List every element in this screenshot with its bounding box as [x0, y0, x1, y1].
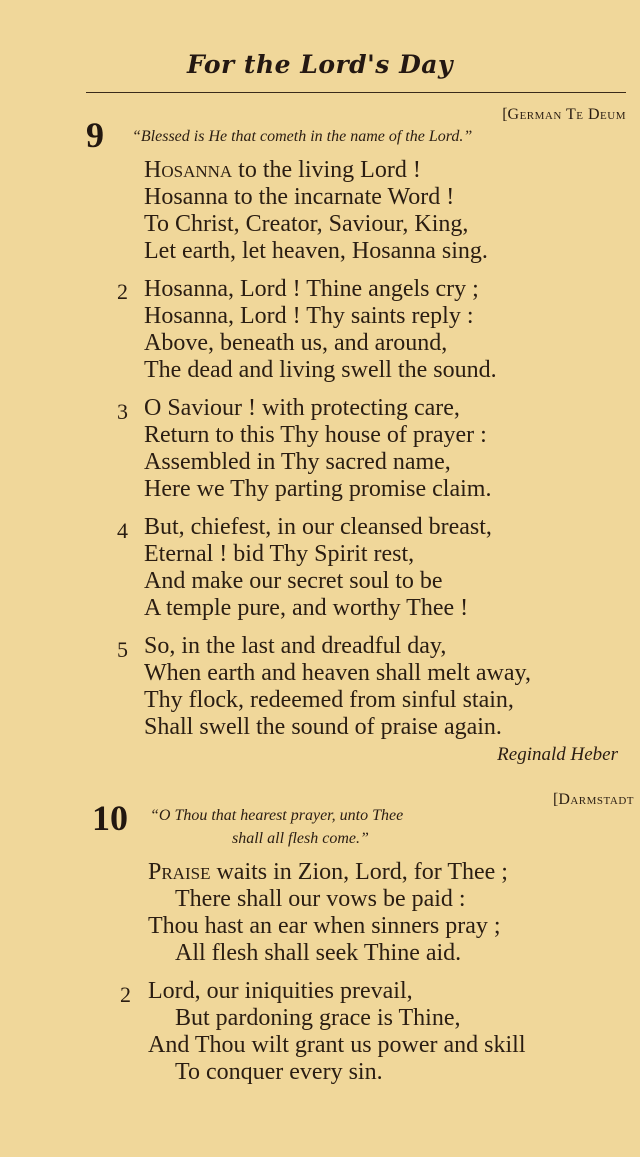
- stanza-number: 2: [120, 982, 131, 1007]
- hymn-number: 9: [86, 115, 104, 155]
- running-head: For the Lord's Day: [186, 50, 453, 79]
- verse-line: Lord, our iniquities prevail,: [148, 978, 413, 1004]
- verse-line: Return to this Thy house of prayer :: [144, 422, 487, 448]
- verse-line: But, chiefest, in our cleansed breast,: [144, 514, 492, 540]
- verse-line: Assembled in Thy sacred name,: [144, 449, 451, 475]
- verse-line: So, in the last and dreadful day,: [144, 633, 447, 659]
- verse-line: The dead and living swell the sound.: [144, 357, 497, 383]
- stanza-number: 3: [117, 399, 128, 424]
- verse-line: Let earth, let heaven, Hosanna sing.: [144, 238, 488, 264]
- tune-label: German Te Deum: [507, 106, 626, 123]
- epigraph-line: shall all flesh come.”: [232, 830, 369, 847]
- verse-line: Shall swell the sound of praise again.: [144, 714, 502, 740]
- verse-line: All flesh shall seek Thine aid.: [175, 940, 462, 966]
- verse-line: To conquer every sin.: [175, 1059, 383, 1085]
- verse-line-text: to the living Lord !: [232, 157, 421, 183]
- verse-first-word: Praise: [148, 859, 211, 885]
- hymn-author: Reginald Heber: [497, 744, 618, 765]
- verse-line: O Saviour ! with protecting care,: [144, 395, 460, 421]
- stanza-number: 2: [117, 279, 128, 304]
- tune-label: Darmstadt: [558, 791, 634, 808]
- epigraph-line: “O Thou that hearest prayer, unto Thee: [150, 807, 404, 824]
- verse-line: Eternal ! bid Thy Spirit rest,: [144, 541, 415, 567]
- verse-line: And make our secret soul to be: [144, 568, 443, 594]
- verse-line: A temple pure, and worthy Thee !: [144, 595, 469, 621]
- verse-line: Hosanna to the incarnate Word !: [144, 184, 455, 210]
- verse-line: Thy flock, redeemed from sinful stain,: [144, 687, 514, 713]
- verse-line: Here we Thy parting promise claim.: [144, 476, 492, 502]
- verse-line: [144, 158, 421, 182]
- epigraph-line: “Blessed is He that cometh in the name of the Lord.”: [132, 128, 473, 145]
- verse-line: To Christ, Creator, Saviour, King,: [144, 211, 469, 237]
- verse-line: And Thou wilt grant us power and skill: [148, 1032, 526, 1058]
- verse-line-text: waits in Zion, Lord, for Thee ;: [210, 859, 508, 885]
- verse-line: Hosanna, Lord ! Thy saints reply :: [144, 303, 474, 329]
- tune-bracket: [: [552, 791, 559, 808]
- header-rule: [86, 92, 626, 93]
- stanza-number: 5: [117, 637, 128, 662]
- hymn-number: 10: [92, 798, 128, 838]
- verse-line: There shall our vows be paid :: [175, 886, 466, 912]
- tune-name: [553, 791, 634, 809]
- tune-name: [502, 106, 626, 124]
- verse-line: Above, beneath us, and around,: [144, 330, 448, 356]
- verse-line: Hosanna, Lord ! Thine angels cry ;: [144, 276, 479, 302]
- tune-bracket: [: [502, 106, 508, 123]
- verse-line: [148, 860, 508, 884]
- verse-first-word: Hosanna: [144, 157, 233, 183]
- verse-line: Thou hast an ear when sinners pray ;: [148, 913, 501, 939]
- stanza-number: 4: [117, 518, 128, 543]
- verse-line: When earth and heaven shall melt away,: [144, 660, 531, 686]
- verse-line: But pardoning grace is Thine,: [175, 1005, 461, 1031]
